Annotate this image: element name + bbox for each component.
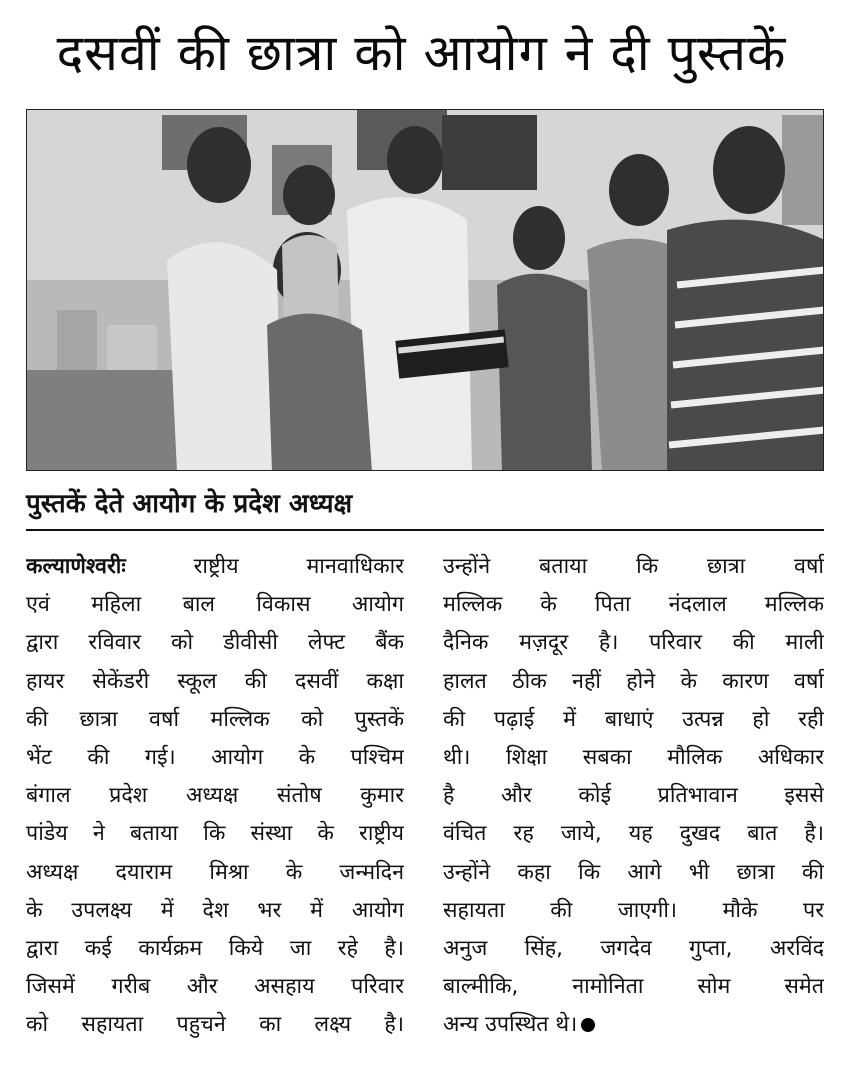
article-line: की छात्रा वर्षा मल्लिक को पुस्तकें (26, 706, 404, 732)
article-line: द्वारा कई कार्यक्रम किये जा रहे है। (26, 935, 404, 961)
article-column-right (443, 548, 824, 1044)
article-line: को सहायता पहुचने का लक्ष्य है। (26, 1012, 404, 1038)
article-line: मल्लिक के पिता नंदलाल मल्लिक (443, 592, 824, 618)
article-line (443, 1006, 824, 1044)
group-photo-illustration (27, 110, 824, 471)
news-photo (26, 109, 824, 471)
headline: दसवीं की छात्रा को आयोग ने दी पुस्तकें (56, 24, 787, 82)
article-line: भेंट की गई। आयोग के पश्चिम (26, 744, 404, 770)
article-line: द्वारा रविवार को डीवीसी लेफ्ट बैंक (26, 630, 404, 656)
article-line: हालत ठीक नहीं होने के कारण वर्षा (443, 668, 824, 694)
article-line: सहायता की जाएगी। मौके पर (443, 897, 824, 923)
article-line: उन्होंने कहा कि आगे भी छात्रा की (443, 859, 824, 885)
article-line: की पढ़ाई में बाधाएं उत्पन्न हो रही (443, 706, 824, 732)
article-line: जिसमें गरीब और असहाय परिवार (26, 974, 404, 1000)
article-line: उन्होंने बताया कि छात्रा वर्षा (443, 554, 824, 579)
article-line: है और कोई प्रतिभावान इससे (443, 783, 824, 809)
article-line: दैनिक मज़दूर है। परिवार की माली (443, 630, 824, 656)
article-line: के उपलक्ष्य में देश भर में आयोग (26, 897, 404, 923)
end-bullet-icon (581, 1018, 595, 1032)
article-line: वंचित रह जाये, यह दुखद बात है। (443, 821, 824, 847)
article-line: अध्यक्ष दयाराम मिश्रा के जन्मदिन (26, 859, 404, 885)
article-line: एवं महिला बाल विकास आयोग (26, 592, 404, 618)
article-line: हायर सेकेंडरी स्कूल की दसवीं कक्षा (26, 668, 404, 694)
article-line: बाल्मीकि, नामोनिता सोम समेत (443, 974, 824, 1000)
article-column-left (26, 548, 404, 1044)
dateline: कल्याणेश्वरीः (26, 554, 126, 579)
article-closing-text: अन्य उपस्थित थे। (443, 1012, 578, 1038)
article-line: बंगाल प्रदेश अध्यक्ष संतोष कुमार (26, 783, 404, 809)
article-line: पांडेय ने बताया कि संस्था के राष्ट्रीय (26, 821, 404, 847)
article-line: अनुज सिंह, जगदेव गुप्ता, अरविंद (443, 935, 824, 961)
photo-caption: पुस्तकें देते आयोग के प्रदेश अध्यक्ष (26, 489, 353, 519)
article-line: थी। शिक्षा सबका मौलिक अधिकार (443, 744, 824, 770)
caption-divider (26, 529, 824, 531)
article-line: कल्याणेश्वरीः राष्ट्रीय मानवाधिकार (26, 554, 404, 579)
